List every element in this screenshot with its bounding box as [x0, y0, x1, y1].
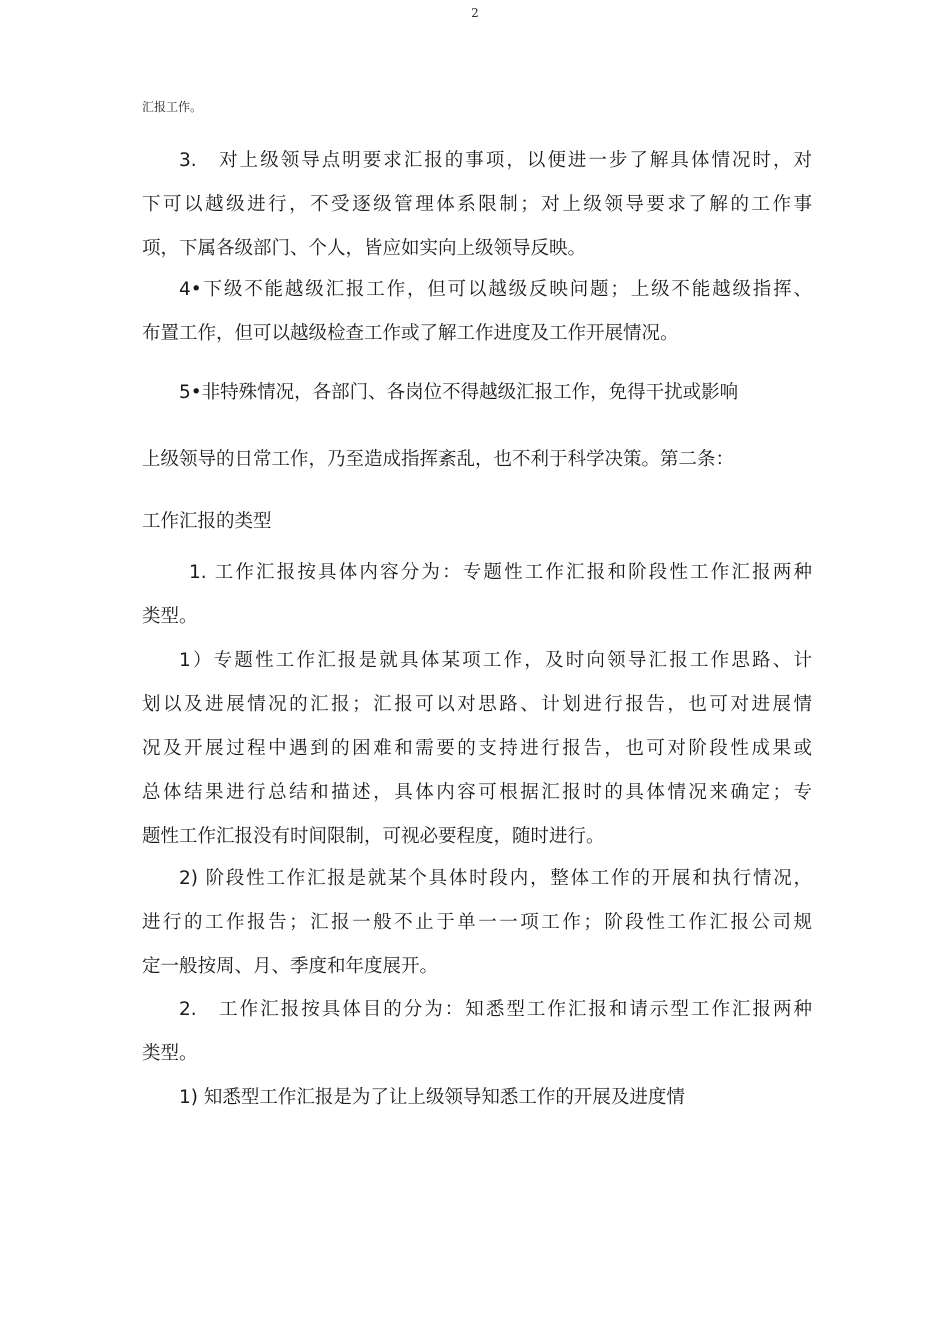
- text-line: 1. 工作汇报按具体内容分为：专题性工作汇报和阶段性工作汇报两种: [189, 562, 812, 583]
- text-line: 1) 知悉型工作汇报是为了让上级领导知悉工作的开展及进度情: [179, 1087, 685, 1108]
- text-line: 况及开展过程中遇到的困难和需要的支持进行报告，也可对阶段性成果或: [142, 738, 812, 759]
- paragraph-item-3: [142, 139, 812, 271]
- paragraph-item-4: [142, 268, 812, 356]
- paragraph-type-1-1: [142, 639, 812, 859]
- text-line: 2) 阶段性工作汇报是就某个具体时段内，整体工作的开展和执行情况，: [179, 868, 812, 889]
- text-line: 进行的工作报告；汇报一般不止于单一一项工作；阶段性工作汇报公司规: [142, 912, 812, 933]
- page-number: 2: [471, 6, 479, 20]
- text-line: 2. 工作汇报按具体目的分为：知悉型工作汇报和请示型工作汇报两种: [179, 999, 812, 1020]
- text-line: 5•非特殊情况，各部门、各岗位不得越级汇报工作，免得干扰或影响: [179, 382, 739, 403]
- paragraph-continuation: [142, 97, 812, 117]
- text-line: 下可以越级进行，不受逐级管理体系限制；对上级领导要求了解的工作事: [142, 194, 812, 215]
- text-line: 4•下级不能越级汇报工作，但可以越级反映问题；上级不能越级指挥、: [179, 279, 812, 300]
- text-line: 汇报工作。: [142, 100, 203, 114]
- section-heading: [142, 500, 812, 544]
- text-line: 划以及进展情况的汇报；汇报可以对思路、计划进行报告，也可对进展情: [142, 694, 812, 715]
- text-line: 类型。: [142, 1043, 198, 1064]
- paragraph-type-1: [142, 551, 812, 639]
- paragraph-type-1-2: [142, 857, 812, 989]
- text-line: 1）专题性工作汇报是就具体某项工作，及时向领导汇报工作思路、计: [179, 650, 812, 671]
- paragraph-item-5-cont: [142, 438, 812, 482]
- text-line: 上级领导的日常工作，乃至造成指挥紊乱，也不利于科学决策。第二条：: [142, 449, 735, 470]
- text-line: 总体结果进行总结和描述，具体内容可根据汇报时的具体情况来确定；专: [142, 782, 812, 803]
- text-line: 布置工作，但可以越级检查工作或了解工作进度及工作开展情况。: [142, 323, 679, 344]
- paragraph-item-5: [142, 371, 812, 415]
- section-title: 工作汇报的类型: [142, 511, 272, 532]
- paragraph-type-2-1: [142, 1076, 812, 1120]
- text-line: 题性工作汇报没有时间限制，可视必要程度，随时进行。: [142, 826, 605, 847]
- text-line: 项，下属各级部门、个人，皆应如实向上级领导反映。: [142, 238, 587, 259]
- text-line: 3. 对上级领导点明要求汇报的事项，以便进一步了解具体情况时，对: [179, 150, 812, 171]
- text-line: 类型。: [142, 606, 198, 627]
- paragraph-type-2: [142, 988, 812, 1076]
- text-line: 定一般按周、月、季度和年度展开。: [142, 956, 439, 977]
